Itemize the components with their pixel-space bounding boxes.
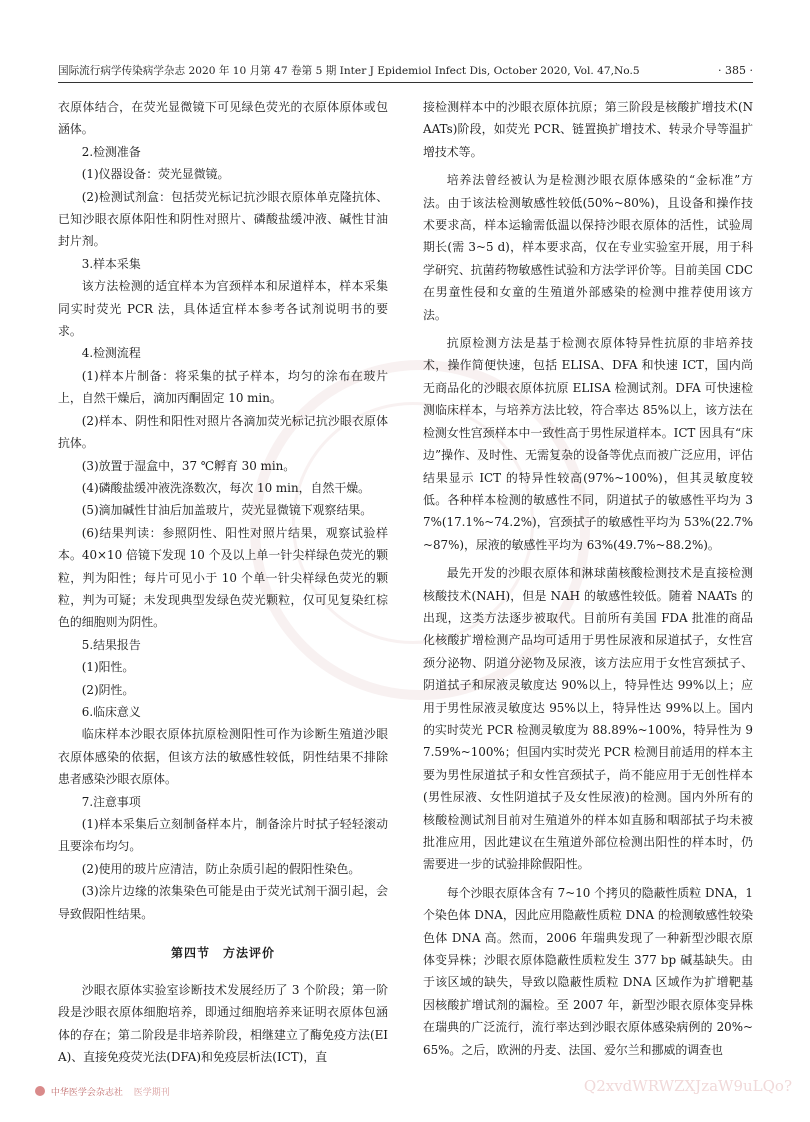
list-item: (1)样本采集后立刻制备样本片，制备涂片时拭子轻轻滚动且要涂布均匀。 bbox=[58, 817, 388, 854]
list-item: (1)样本片制备：将采集的拭子样本，均匀的涂布在玻片上，自然干燥后，滴加丙酮固定 10 min。 bbox=[58, 368, 388, 406]
subsection-heading: 2.检测准备 bbox=[81, 144, 141, 159]
left-column bbox=[58, 96, 388, 1069]
list-item: (1)仪器设备：荧光显微镜。 bbox=[81, 167, 230, 182]
list-item: (2)检测试剂盒：包括荧光标记抗沙眼衣原体单克隆抗体、已知沙眼衣原体阳性和阴性对照片、磷酸盐缓冲液、碱性甘油封片剂。 bbox=[58, 189, 388, 249]
paragraph: 沙眼衣原体实验室诊断技术发展经历了 3 个阶段；第一阶段是沙眼衣原体细胞培养，即通过细胞培养来证明衣原体包涵体的存在；第二阶段是非培养阶段，相继建立了酶免疫方法(EIA)、直接免疫荧光法(DFA)和免疫层析法(ICT)，直 bbox=[58, 983, 388, 1065]
publisher-logo-icon bbox=[35, 1086, 45, 1096]
paragraph: 抗原检测方法是基于检测衣原体特异性抗原的非培养技术，操作简便快速，包括 ELISA、DFA 和快速 ICT，国内尚无商品化的沙眼衣原体抗原 ELISA 检测试剂。DFA 可快速检测临床样本，与培养方法比较，符合率达 85%以上，该方法在检测女性宫颈样本中一致性高于男性尿道样本。ICT 因具有“床边”操作、及时性、无需复杂的设备等优点而被广泛应用，评估结果显示 ICT 的特异性较高(97%~100%)，但其灵敏度较低。各种样本检测的敏感性不同，阴道拭子的敏感性平均为 37%(17.1%~74.2%)，宫颈拭子的敏感性平均为 53%(22.7%~87%)，尿液的敏感性平均为 63%(49.7%~88.2%)。 bbox=[423, 336, 753, 552]
list-item: (1)阳性。 bbox=[81, 660, 135, 675]
subsection-heading: 4.检测流程 bbox=[81, 346, 141, 361]
document-code: Q2xvdWRWZXJzaW9uLQo? bbox=[583, 1077, 792, 1095]
section-heading: 第四节 方法评价 bbox=[170, 946, 275, 961]
paragraph: 最先开发的沙眼衣原体和淋球菌核酸检测技术是直接检测核酸技术(NAH)，但是 NAH 的敏感性较低。随着 NAATs 的出现，这类方法逐步被取代。目前所有美国 FDA 批准的商品化核酸扩增检测产品均可适用于男性尿液和尿道拭子，女性宫颈分泌物、阴道分泌物及尿液，该方法应用于女性宫颈拭子、阴道拭子和尿液灵敏度达 90%以上，特异性达 99%以上；应用于男性尿液灵敏度达 95%以上，特异性达 99%以上。国内的实时荧光 PCR 检测灵敏度为 88.89%~100%，特异性为 97.59%~100%；但国内实时荧光 PCR 检测目前适用的样本主要为男性尿道拭子和女性宫颈拭子，尚不能应用于无创性样本(男性尿液、女性阴道拭子及女性尿液)的检测。国内外所有的核酸检测试剂目前对生殖道外的样本如直肠和咽部拭子均未被批准应用，因此建议在生殖道外部位检测出阳性的样本时，仍需要进一步的试验排除假阳性。 bbox=[423, 566, 753, 872]
paragraph: 接检测样本中的沙眼衣原体抗原；第三阶段是核酸扩增技术(NAATs)阶段，如荧光 PCR、链置换扩增技术、转录介导等温扩增技术等。 bbox=[423, 100, 753, 159]
subsection-heading: 7.注意事项 bbox=[81, 794, 141, 809]
subsection-heading: 5.结果报告 bbox=[81, 637, 141, 652]
list-item: (2)阴性。 bbox=[81, 682, 135, 697]
list-item: (5)滴加碱性甘油后加盖玻片，荧光显微镜下观察结果。 bbox=[81, 503, 373, 518]
subsection-heading: 3.样本采集 bbox=[81, 256, 141, 271]
list-item: (6)结果判读：参照阴性、阳性对照片结果，观察试验样本。40×10 倍镜下发现 10 个及以上单一针尖样绿色荧光的颗粒，判为阳性；每片可见小于 10 个单一针尖样绿色荧光的颗粒，判为可疑；未发现典型发绿色荧光颗粒，仅可见复染红棕色的细胞则为阴性。 bbox=[58, 525, 388, 630]
page-number: · 385 · bbox=[718, 64, 753, 77]
list-item: (3)涂片边缘的浓集染色可能是由于荧光试剂干涸引起，会导致假阳性结果。 bbox=[58, 884, 388, 921]
paragraph: 培养法曾经被认为是检测沙眼衣原体感染的“金标准”方法。由于该法检测敏感性较低(50%~80%)，且设备和操作技术要求高，样本运输需低温以保持沙眼衣原体的活性，试验周期长(需 3~5 d)，样本要求高，仅在专业实验室开展，用于科学研究、抗菌药物敏感性试验和方法学评价等。目前美国 CDC 在男童性侵和女童的生殖道外部感染的检测中推荐使用该方法。 bbox=[423, 173, 753, 322]
paragraph: 临床样本沙眼衣原体抗原检测阳性可作为诊断生殖道沙眼衣原体感染的依据，但该方法的敏感性较低，阴性结果不排除患者感染沙眼衣原体。 bbox=[58, 727, 388, 787]
right-column bbox=[423, 96, 753, 1061]
publisher-footer bbox=[35, 1085, 170, 1098]
list-item: (2)使用的玻片应清洁，防止杂质引起的假阳性染色。 bbox=[81, 861, 361, 876]
subsection-heading: 6.临床意义 bbox=[81, 704, 141, 719]
publisher-name: 中华医学会杂志社 bbox=[50, 1088, 123, 1098]
paragraph: 每个沙眼衣原体含有 7~10 个拷贝的隐蔽性质粒 DNA，1 个染色体 DNA，因此应用隐蔽性质粒 DNA 的检测敏感性较染色体 DNA 高。然而，2006 年瑞典发现了一种新型沙眼衣原体变异株；沙眼衣原体隐蔽性质粒发生 377 bp 碱基缺失。由于该区域的缺失，导致以隐蔽性质粒 DNA 区域作为扩增靶基因核酸扩增试剂的漏检。至 2007 年，新型沙眼衣原体变异株在瑞典的广泛流行，流行率达到沙眼衣原体感染病例的 20%~65%。之后，欧洲的丹麦、法国、爱尔兰和挪威的调查也 bbox=[423, 885, 753, 1057]
list-item: (2)样本、阴性和阳性对照片各滴加荧光标记抗沙眼衣原体抗体。 bbox=[58, 413, 388, 451]
paragraph: 衣原体结合，在荧光显微镜下可见绿色荧光的衣原体原体或包涵体。 bbox=[58, 100, 388, 137]
journal-citation: 国际流行病学传染病学杂志 2020 年 10 月第 47 卷第 5 期 Inter J Epidemiol Infect Dis, October 2020, Vol. 47,No.5 bbox=[58, 65, 640, 77]
running-header bbox=[58, 60, 753, 83]
publisher-mark: 医学期刊 bbox=[133, 1088, 170, 1098]
paragraph: 该方法检测的适宜样本为宫颈样本和尿道样本，样本采集同实时荧光 PCR 法，具体适宜样本参考各试剂说明书的要求。 bbox=[58, 279, 388, 339]
list-item: (3)放置于湿盒中，37 ℃孵育 30 min。 bbox=[81, 458, 296, 473]
list-item: (4)磷酸盐缓冲液洗涤数次，每次 10 min，自然干燥。 bbox=[81, 480, 370, 495]
